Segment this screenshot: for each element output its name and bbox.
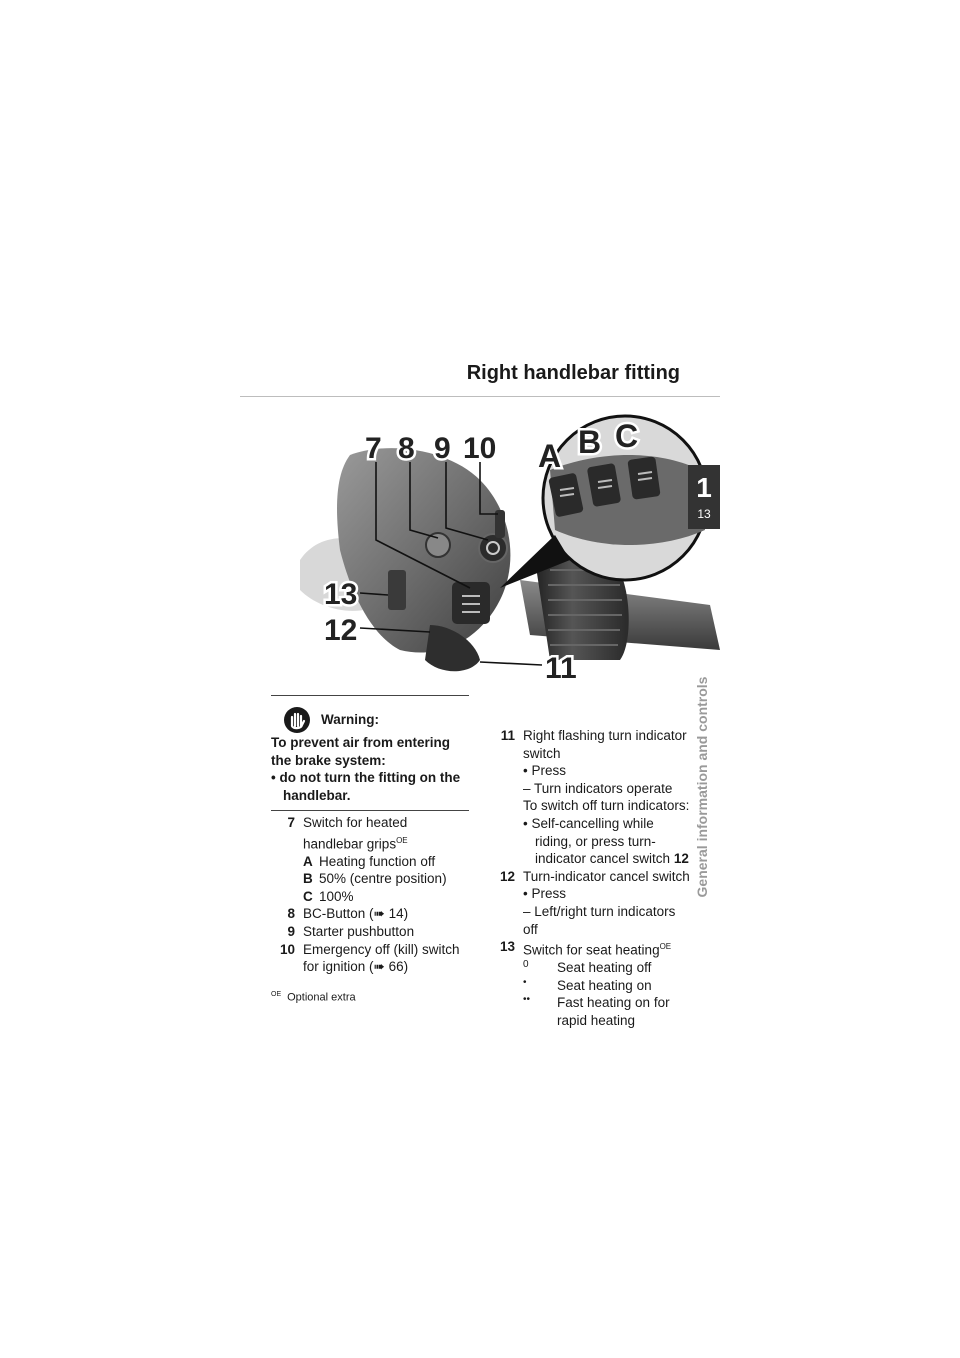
item-7-a: A Heating function off [303,853,436,869]
callout-7: 7 [365,432,382,465]
item-9: 9 Starter pushbutton [287,924,415,940]
item-13: 13 Switch for seat heating$^{OE}$ [499,939,672,958]
warning-hand-icon [283,706,311,734]
item-13-on: • Seat heating on [523,976,652,993]
page-title: Right handlebar fitting [466,362,680,384]
page-number: 13 [697,507,711,521]
item-7: 7 Switch for heated handlebar grips$^{OE}$ [287,815,408,852]
left-column [271,814,471,976]
chapter-title: General information and controls [694,676,710,898]
footnote: $^{OE}$ Optional extra [271,991,356,1004]
inset-label-b: B [578,424,602,460]
item-12-result: – Left/right turn indicators off [523,903,676,937]
callout-8: 8 [398,432,415,465]
item-13-fast: •• Fast heating on for rapid heating [523,994,670,1028]
item-8: 8 BC-Button (➠ 14) [287,906,409,922]
item-12-press: • Press [523,886,566,902]
warning-box [271,695,469,811]
inset-switch-c [627,456,660,500]
item-13-off: 0 Seat heating off [523,959,652,976]
chapter-number: 1 [696,472,712,503]
title-rule [240,396,720,397]
item-11-cancel: • Self-cancelling while riding, or press turn-indicator cancel switch 12 [523,815,689,867]
inset-label-c: C [615,418,639,454]
callout-13: 13 [324,578,358,611]
seat-heating-switch [388,570,406,610]
warning-title: Warning: [321,712,379,728]
item-11-result: – Turn indicators operate [523,780,673,796]
item-7-c: C 100% [303,888,354,904]
callout-12: 12 [324,614,358,647]
callout-10: 10 [463,432,497,465]
warning-bullet: • do not turn the fitting on the handlebar. [271,770,461,803]
handlebar-figure [280,410,720,690]
callout-11: 11 [545,652,577,685]
item-7-b: B 50% (centre position) [303,871,447,887]
warning-text: To prevent air from entering the brake system: [271,735,451,768]
item-12: 12 Turn-indicator cancel switch [499,868,690,884]
right-column [491,727,691,1030]
bc-button [426,533,450,557]
inset-label-a: A [538,438,562,474]
item-11: 11 Right flashing turn indicator switch [500,728,687,761]
item-10: 10 Emergency off (kill) switch for ignition (➠ 66) [279,941,460,975]
callout-9: 9 [434,432,451,465]
item-11-press: • Press [523,763,566,779]
warning-header [283,706,469,734]
item-11-switch-off: To switch off turn indicators: [523,798,690,814]
